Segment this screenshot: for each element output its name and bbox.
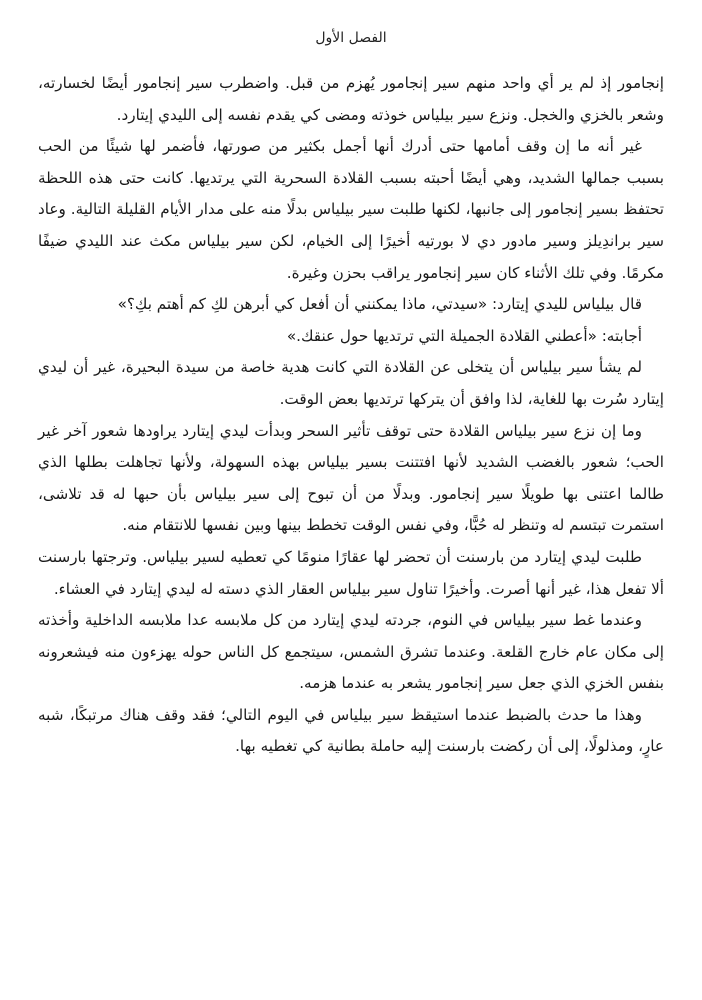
body-text bbox=[38, 68, 664, 763]
chapter-running-head: الفصل الأول bbox=[315, 30, 387, 46]
paragraph-2: غير أنه ما إن وقف أمامها حتى أدرك أنها أجمل بكثير من صورتها، فأضمر لها شيئًا من الحب بسبب جمالها الشديد، وهي أيضًا أحبته بسبب القلادة السحرية التي يرتديها. كانت حتى هذه اللحظة تحتفظ بسير إنجامور إلى جانبها، لكنها طلبت سير بيلياس بدلًا منه على مدار الأيام القليلة التالية. وعاد سير براندِيلز وسير مادور دي لا بورتيه أخيرًا إلى الخيام، لكن سير بيلياس مكث عند الليدي ضيفًا مكرمًا. وفي تلك الأثناء كان سير إنجامور يراقب بحزن وغيرة. bbox=[38, 137, 664, 282]
paragraph-5: لم يشأ سير بيلياس أن يتخلى عن القلادة التي كانت هدية خاصة من سيدة البحيرة، غير أن ليدي إيتارد سُرت بها للغاية، لذا وافق أن يتركها ترتديها بعض الوقت. bbox=[38, 358, 664, 408]
paragraph-3: قال بيلياس لليدي إيتارد: «سيدتي، ماذا يمكنني أن أفعل كي أبرهن لكِ كم أهتم بكِ؟» bbox=[117, 295, 642, 314]
paragraph-4: أجابته: «أعطني القلادة الجميلة التي ترتديها حول عنقك.» bbox=[286, 326, 642, 345]
paragraph-8: وعندما غط سير بيلياس في النوم، جردته ليدي إيتارد من كل ملابسه عدا ملابسه الداخلية وأخذته إلى مكان عام خارج القلعة. وعندما تشرق الشمس، سيتجمع كل الناس حوله يهزءون منه فيشعرونه بنفس الخزي الذي جعل سير إنجامور يشعر به عندما هزمه. bbox=[38, 611, 664, 693]
paragraph-6: وما إن نزع سير بيلياس القلادة حتى توقف تأثير السحر وبدأت ليدي إيتارد يراودها شعور آخر غير الحب؛ شعور بالغضب الشديد لأنها افتتنت بسير بيلياس بهذه السهولة، ولأنها تجاهلت بطلها الذي طالما اعتنى بها طويلًا سير إنجامور. وبدلًا من أن تبوح إلى سير بيلياس بأن حبها له قد تلاشى، استمرت تبتسم له وتنظر له حُبًّا، وفي نفس الوقت تخطط بينها وبين نفسها للانتقام منه. bbox=[38, 421, 664, 535]
paragraph-1: إنجامور إذ لم ير أي واحد منهم سير إنجامور يُهزم من قبل. واضطرب سير إنجامور أيضًا لخسارته، وشعر بالخزي والخجل. ونزع سير بيلياس خوذته ومضى كي يقدم نفسه إلى الليدي إيتارد. bbox=[38, 74, 664, 124]
paragraph-9: وهذا ما حدث بالضبط عندما استيقظ سير بيلياس في اليوم التالي؛ فقد وقف هناك مرتبكًا، شبه عارٍ، ومذلولًا، إلى أن ركضت بارسنت إليه حاملة بطانية كي تغطيه بها. bbox=[38, 705, 664, 756]
paragraph-7: طلبت ليدي إيتارد من بارسنت أن تحضر لها عقارًا منومًا كي تعطيه لسير بيلياس. وترجتها بارسنت ألا تفعل هذا، غير أنها أصرت. وأخيرًا تناول سير بيلياس العقار الذي دسته له ليدي إيتارد في العشاء. bbox=[38, 547, 664, 598]
